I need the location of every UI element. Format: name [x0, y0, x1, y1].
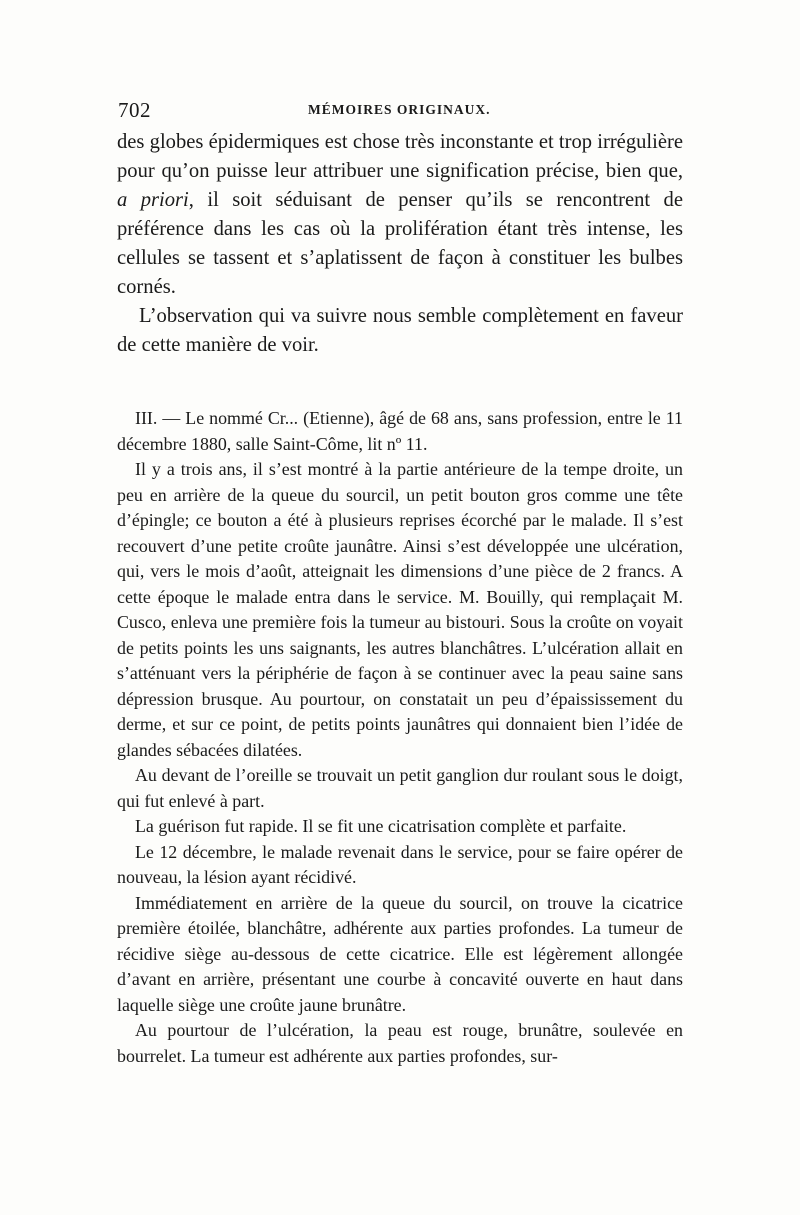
ulceration-paragraph: Au pourtour de l’ulcération, la peau est rouge, brunâtre, soulevée en bourrelet. La tumeur est adhérente aux parties profondes, sur- — [117, 1020, 683, 1066]
healing-paragraph: La guérison fut rapide. Il se fit une cicatrisation complète et parfaite. — [135, 816, 627, 836]
scar-description-paragraph: Immédiatement en arrière de la queue du sourcil, on trouve la cicatrice première étoilée, blanchâtre, adhérente aux parties profondes. La tumeur de récidive siège au-dessous de cette cicatrice. Elle est légèrement allongée d’avant en arrière, présentant une courbe à concavité ouverte en haut dans laquelle siège une croûte jaune brunâtre. — [117, 892, 683, 1015]
ganglion-paragraph: Au devant de l’oreille se trouvait un petit ganglion dur roulant sous le doigt, qui fut enlevé à part. — [117, 765, 683, 811]
body-text — [117, 128, 683, 1069]
paragraph-intro — [117, 128, 683, 302]
case-history-paragraph: Il y a trois ans, il s’est montré à la partie antérieure de la tempe droite, un peu en arrière de la queue du sourcil, un petit bouton gros comme une tête d’épingle; ce bouton a été à plusieurs reprises écorché par le malade. Il s’est recouvert d’une petite croûte jaunâtre. Ainsi s’est développée une ulcération, qui, vers le mois d’août, atteignait les dimensions d’une pièce de 2 francs. A cette époque le malade entra dans le service. M. Bouilly, qui remplaçait M. Cusco, enleva une première fois la tumeur au bistouri. Sous la croûte on voyait de petits points les uns saignants, les autres blanchâtres. L’ulcération allait en s’atténuant vers la périphérie de façon à se continuer avec la peau saine sans dépression brusque. Au pourtour, on constatait un peu d’épaississement du derme, et sur ce point, de petits points jaunâtres qui donnaient bien l’idée de glandes sébacées dilatées. — [117, 459, 683, 760]
paragraph-observation-lead: L’observation qui va suivre nous semble complètement en faveur de cette manière de voir. — [117, 305, 683, 356]
case-heading-paragraph: III. — Le nommé Cr... (Etienne), âgé de 68 ans, sans profession, entre le 11 décembre 1880, salle Saint-Côme, lit nº 11. — [117, 408, 683, 454]
running-title: MÉMOIRES ORIGINAUX. — [308, 102, 491, 117]
paragraph-intro-text-end: , il soit séduisant de penser qu’ils se rencontrent de préférence dans les cas où la prolifération étant très intense, les cellules se tassent et s’aplatissent de façon à constituer les bulbes cornés. — [117, 189, 683, 298]
section-gap — [117, 360, 683, 406]
paragraph-intro-text-start: des globes épidermiques est chose très inconstante et trop irrégulière pour qu’on puisse leur attribuer une signification précise, bien que, — [117, 131, 683, 182]
recurrence-paragraph: Le 12 décembre, le malade revenait dans le service, pour se faire opérer de nouveau, la lésion ayant récidivé. — [117, 841, 683, 887]
page-header — [118, 98, 684, 124]
page-number: 702 — [118, 98, 151, 122]
italic-a-priori: a priori — [117, 189, 189, 211]
